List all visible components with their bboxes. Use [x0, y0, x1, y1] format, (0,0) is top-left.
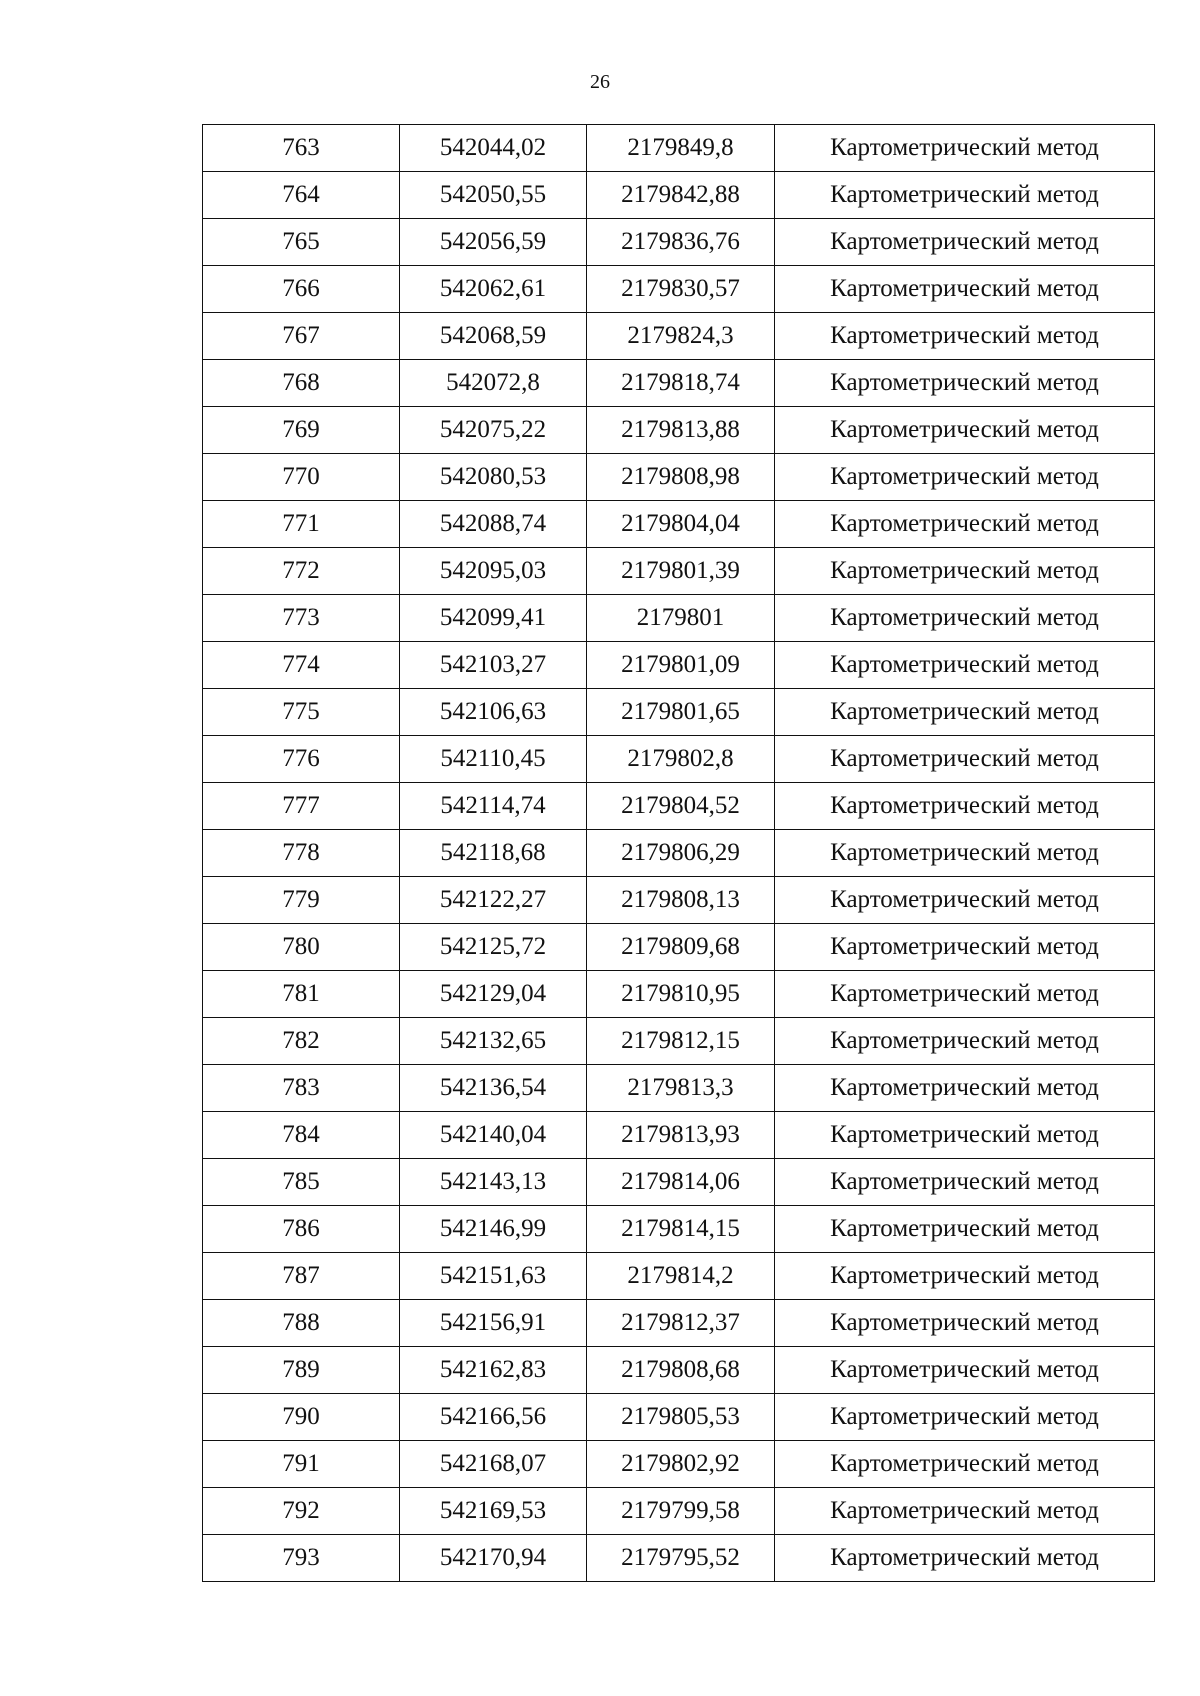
method-cell: Картометрический метод — [775, 548, 1155, 595]
point-number-cell: 790 — [203, 1394, 400, 1441]
point-number-cell: 766 — [203, 266, 400, 313]
x-coordinate-cell: 542132,65 — [400, 1018, 587, 1065]
point-number-cell: 763 — [203, 125, 400, 172]
table-row — [203, 407, 1155, 454]
y-coordinate-cell: 2179810,95 — [587, 971, 775, 1018]
method-cell: Картометрический метод — [775, 313, 1155, 360]
y-coordinate-cell: 2179801,39 — [587, 548, 775, 595]
point-number-cell: 769 — [203, 407, 400, 454]
x-coordinate-cell: 542169,53 — [400, 1488, 587, 1535]
method-cell: Картометрический метод — [775, 877, 1155, 924]
y-coordinate-cell: 2179804,52 — [587, 783, 775, 830]
table-row — [203, 1112, 1155, 1159]
point-number-cell: 767 — [203, 313, 400, 360]
point-number-cell: 764 — [203, 172, 400, 219]
table-row — [203, 971, 1155, 1018]
point-number-cell: 783 — [203, 1065, 400, 1112]
x-coordinate-cell: 542106,63 — [400, 689, 587, 736]
y-coordinate-cell: 2179849,8 — [587, 125, 775, 172]
x-coordinate-cell: 542170,94 — [400, 1535, 587, 1582]
y-coordinate-cell: 2179805,53 — [587, 1394, 775, 1441]
method-cell: Картометрический метод — [775, 1488, 1155, 1535]
point-number-cell: 768 — [203, 360, 400, 407]
method-cell: Картометрический метод — [775, 266, 1155, 313]
x-coordinate-cell: 542062,61 — [400, 266, 587, 313]
method-cell: Картометрический метод — [775, 1018, 1155, 1065]
point-number-cell: 780 — [203, 924, 400, 971]
y-coordinate-cell: 2179813,88 — [587, 407, 775, 454]
y-coordinate-cell: 2179809,68 — [587, 924, 775, 971]
point-number-cell: 778 — [203, 830, 400, 877]
method-cell: Картометрический метод — [775, 360, 1155, 407]
x-coordinate-cell: 542072,8 — [400, 360, 587, 407]
x-coordinate-cell: 542146,99 — [400, 1206, 587, 1253]
x-coordinate-cell: 542140,04 — [400, 1112, 587, 1159]
point-number-cell: 774 — [203, 642, 400, 689]
method-cell: Картометрический метод — [775, 642, 1155, 689]
y-coordinate-cell: 2179808,68 — [587, 1347, 775, 1394]
point-number-cell: 785 — [203, 1159, 400, 1206]
method-cell: Картометрический метод — [775, 1394, 1155, 1441]
table-row — [203, 360, 1155, 407]
method-cell: Картометрический метод — [775, 830, 1155, 877]
point-number-cell: 771 — [203, 501, 400, 548]
table-row — [203, 1488, 1155, 1535]
x-coordinate-cell: 542143,13 — [400, 1159, 587, 1206]
y-coordinate-cell: 2179818,74 — [587, 360, 775, 407]
point-number-cell: 773 — [203, 595, 400, 642]
y-coordinate-cell: 2179802,92 — [587, 1441, 775, 1488]
method-cell: Картометрический метод — [775, 1206, 1155, 1253]
table-row — [203, 1535, 1155, 1582]
table-row — [203, 219, 1155, 266]
x-coordinate-cell: 542095,03 — [400, 548, 587, 595]
method-cell: Картометрический метод — [775, 1535, 1155, 1582]
y-coordinate-cell: 2179806,29 — [587, 830, 775, 877]
table-row — [203, 1253, 1155, 1300]
table-row — [203, 1441, 1155, 1488]
y-coordinate-cell: 2179802,8 — [587, 736, 775, 783]
point-number-cell: 777 — [203, 783, 400, 830]
method-cell: Картометрический метод — [775, 219, 1155, 266]
x-coordinate-cell: 542110,45 — [400, 736, 587, 783]
method-cell: Картометрический метод — [775, 454, 1155, 501]
method-cell: Картометрический метод — [775, 172, 1155, 219]
x-coordinate-cell: 542129,04 — [400, 971, 587, 1018]
point-number-cell: 779 — [203, 877, 400, 924]
method-cell: Картометрический метод — [775, 1253, 1155, 1300]
method-cell: Картометрический метод — [775, 689, 1155, 736]
table-row — [203, 1159, 1155, 1206]
y-coordinate-cell: 2179795,52 — [587, 1535, 775, 1582]
table-row — [203, 454, 1155, 501]
point-number-cell: 788 — [203, 1300, 400, 1347]
table-row — [203, 172, 1155, 219]
point-number-cell: 770 — [203, 454, 400, 501]
x-coordinate-cell: 542050,55 — [400, 172, 587, 219]
x-coordinate-cell: 542168,07 — [400, 1441, 587, 1488]
y-coordinate-cell: 2179814,06 — [587, 1159, 775, 1206]
table-row — [203, 595, 1155, 642]
point-number-cell: 782 — [203, 1018, 400, 1065]
table-row — [203, 548, 1155, 595]
table-row — [203, 689, 1155, 736]
table-row — [203, 1065, 1155, 1112]
page-number: 26 — [590, 71, 610, 93]
point-number-cell: 791 — [203, 1441, 400, 1488]
x-coordinate-cell: 542122,27 — [400, 877, 587, 924]
method-cell: Картометрический метод — [775, 1441, 1155, 1488]
table-row — [203, 1347, 1155, 1394]
table-row — [203, 642, 1155, 689]
table-row — [203, 1018, 1155, 1065]
y-coordinate-cell: 2179836,76 — [587, 219, 775, 266]
point-number-cell: 772 — [203, 548, 400, 595]
table-row — [203, 501, 1155, 548]
x-coordinate-cell: 542118,68 — [400, 830, 587, 877]
x-coordinate-cell: 542068,59 — [400, 313, 587, 360]
x-coordinate-cell: 542075,22 — [400, 407, 587, 454]
method-cell: Картометрический метод — [775, 1347, 1155, 1394]
y-coordinate-cell: 2179801 — [587, 595, 775, 642]
table-row — [203, 313, 1155, 360]
x-coordinate-cell: 542151,63 — [400, 1253, 587, 1300]
method-cell: Картометрический метод — [775, 501, 1155, 548]
x-coordinate-cell: 542056,59 — [400, 219, 587, 266]
table-row — [203, 1206, 1155, 1253]
point-number-cell: 789 — [203, 1347, 400, 1394]
x-coordinate-cell: 542044,02 — [400, 125, 587, 172]
method-cell: Картометрический метод — [775, 971, 1155, 1018]
method-cell: Картометрический метод — [775, 125, 1155, 172]
table-row — [203, 736, 1155, 783]
table-row — [203, 1300, 1155, 1347]
y-coordinate-cell: 2179801,65 — [587, 689, 775, 736]
method-cell: Картометрический метод — [775, 1300, 1155, 1347]
table-row — [203, 266, 1155, 313]
method-cell: Картометрический метод — [775, 595, 1155, 642]
point-number-cell: 792 — [203, 1488, 400, 1535]
table-row — [203, 877, 1155, 924]
y-coordinate-cell: 2179813,3 — [587, 1065, 775, 1112]
point-number-cell: 786 — [203, 1206, 400, 1253]
coordinates-table-body — [203, 125, 1155, 1582]
y-coordinate-cell: 2179808,13 — [587, 877, 775, 924]
x-coordinate-cell: 542136,54 — [400, 1065, 587, 1112]
y-coordinate-cell: 2179814,15 — [587, 1206, 775, 1253]
table-row — [203, 125, 1155, 172]
coordinates-table — [202, 124, 1155, 1582]
y-coordinate-cell: 2179804,04 — [587, 501, 775, 548]
point-number-cell: 793 — [203, 1535, 400, 1582]
method-cell: Картометрический метод — [775, 1065, 1155, 1112]
x-coordinate-cell: 542114,74 — [400, 783, 587, 830]
y-coordinate-cell: 2179808,98 — [587, 454, 775, 501]
y-coordinate-cell: 2179813,93 — [587, 1112, 775, 1159]
x-coordinate-cell: 542125,72 — [400, 924, 587, 971]
method-cell: Картометрический метод — [775, 736, 1155, 783]
x-coordinate-cell: 542166,56 — [400, 1394, 587, 1441]
method-cell: Картометрический метод — [775, 1159, 1155, 1206]
x-coordinate-cell: 542088,74 — [400, 501, 587, 548]
method-cell: Картометрический метод — [775, 407, 1155, 454]
table-row — [203, 830, 1155, 877]
method-cell: Картометрический метод — [775, 1112, 1155, 1159]
y-coordinate-cell: 2179801,09 — [587, 642, 775, 689]
y-coordinate-cell: 2179824,3 — [587, 313, 775, 360]
y-coordinate-cell: 2179799,58 — [587, 1488, 775, 1535]
x-coordinate-cell: 542080,53 — [400, 454, 587, 501]
y-coordinate-cell: 2179842,88 — [587, 172, 775, 219]
x-coordinate-cell: 542156,91 — [400, 1300, 587, 1347]
table-row — [203, 783, 1155, 830]
point-number-cell: 776 — [203, 736, 400, 783]
table-row — [203, 924, 1155, 971]
y-coordinate-cell: 2179812,15 — [587, 1018, 775, 1065]
point-number-cell: 781 — [203, 971, 400, 1018]
y-coordinate-cell: 2179830,57 — [587, 266, 775, 313]
method-cell: Картометрический метод — [775, 783, 1155, 830]
x-coordinate-cell: 542103,27 — [400, 642, 587, 689]
method-cell: Картометрический метод — [775, 924, 1155, 971]
y-coordinate-cell: 2179812,37 — [587, 1300, 775, 1347]
y-coordinate-cell: 2179814,2 — [587, 1253, 775, 1300]
x-coordinate-cell: 542099,41 — [400, 595, 587, 642]
point-number-cell: 787 — [203, 1253, 400, 1300]
point-number-cell: 775 — [203, 689, 400, 736]
x-coordinate-cell: 542162,83 — [400, 1347, 587, 1394]
table-row — [203, 1394, 1155, 1441]
point-number-cell: 784 — [203, 1112, 400, 1159]
point-number-cell: 765 — [203, 219, 400, 266]
